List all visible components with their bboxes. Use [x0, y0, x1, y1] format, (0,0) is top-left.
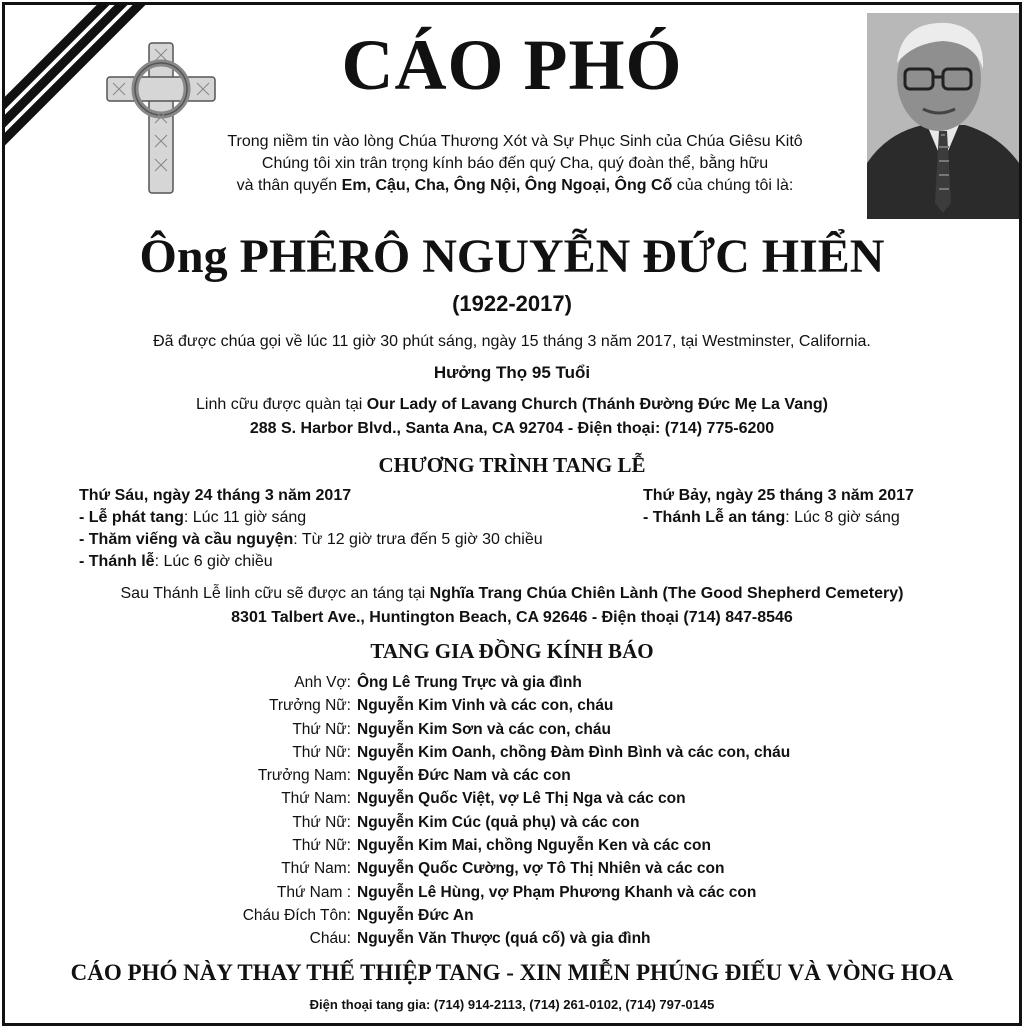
family-row: [5, 857, 1019, 880]
intro-line: Trong niềm tin vào lòng Chúa Thương Xót và Sự Phục Sinh của Chúa Giêsu Kitô: [227, 133, 803, 150]
event-time: : Lúc 6 giờ chiều: [154, 553, 273, 570]
family-row: [5, 811, 1019, 834]
family-relation: Thứ Nữ:: [292, 743, 351, 761]
burial-cemetery: Nghĩa Trang Chúa Chiên Lành (The Good Shepherd Cemetery): [429, 585, 904, 602]
day1-date-text: , ngày 24 tháng 3 năm 2017: [143, 487, 352, 504]
intro-prefix: và thân quyến: [236, 177, 338, 194]
burial-place: [5, 583, 1019, 605]
family-row: [5, 741, 1019, 764]
viewing-prefix: Linh cữu được quàn tại: [196, 396, 363, 413]
family-row: [5, 694, 1019, 717]
family-phones: Điện thoại tang gia: (714) 914-2113, (714) 261-0102, (714) 797-0145: [309, 997, 715, 1012]
page-title: CÁO PHÓ: [341, 25, 683, 105]
event-name: - Thăm viếng và cầu nguyện: [79, 531, 294, 548]
deceased-years: (1922-2017): [452, 291, 572, 316]
passing-text: Đã được chúa gọi về lúc 11 giờ 30 phút sáng, ngày 15 tháng 3 năm 2017, tại Westminster, California.: [153, 333, 871, 350]
family-members: Nguyễn Quốc Cường, vợ Tô Thị Nhiên và các con: [357, 860, 725, 878]
intro-suffix: của chúng tôi là:: [676, 177, 794, 194]
day2-weekday: Thứ Bảy: [643, 487, 707, 504]
family-row: [5, 927, 1019, 950]
day2-date: [643, 485, 914, 507]
deceased-name: Ông PHÊRÔ NGUYỄN ĐỨC HIỂN: [139, 230, 885, 283]
burial-address: 8301 Talbert Ave., Huntington Beach, CA 92646 - Điện thoại (714) 847-8546: [231, 609, 793, 626]
family-members: Nguyễn Kim Mai, chồng Nguyễn Ken và các con: [357, 837, 711, 855]
family-relation: Thứ Nữ:: [292, 720, 351, 738]
family-members: Nguyễn Kim Sơn và các con, cháu: [357, 720, 611, 738]
burial-prefix: Sau Thánh Lễ linh cữu sẽ được an táng tại: [120, 585, 426, 602]
event-time: : Từ 12 giờ trưa đến 5 giờ 30 chiều: [293, 531, 543, 548]
family-row: [5, 834, 1019, 857]
family-members: Nguyễn Đức Nam và các con: [357, 767, 571, 785]
family-row: [5, 671, 1019, 694]
obituary-notice: [2, 2, 1022, 1026]
family-row: [5, 764, 1019, 787]
family-relation: Thứ Nam :: [276, 883, 351, 901]
event-name: - Lễ phát tang: [79, 509, 184, 526]
family-row: [5, 787, 1019, 810]
family-relation: Thứ Nữ:: [292, 813, 351, 831]
family-relation: Cháu Đích Tôn:: [242, 906, 351, 924]
schedule-day1: [79, 485, 543, 573]
family-members: Nguyễn Quốc Việt, vợ Lê Thị Nga và các con: [357, 790, 686, 808]
age-text: Hưởng Thọ 95 Tuổi: [433, 363, 591, 382]
family-relation: Thứ Nữ:: [292, 837, 351, 855]
event-name: - Thánh lễ: [79, 553, 155, 570]
day1-weekday: Thứ Sáu: [79, 487, 144, 504]
day1-date: [79, 485, 543, 507]
family-relation: Anh Vợ:: [294, 674, 351, 691]
family-members: Nguyễn Văn Thược (quá cố) và gia đình: [357, 930, 651, 948]
schedule-item: [643, 507, 914, 529]
viewing-address: 288 S. Harbor Blvd., Santa Ana, CA 92704 - Điện thoại: (714) 775-6200: [249, 420, 775, 437]
schedule-day2: [643, 485, 914, 529]
viewing-church: Our Lady of Lavang Church (Thánh Đường Đức Mẹ La Vang): [366, 396, 828, 413]
family-relation: Thứ Nam:: [281, 790, 351, 808]
family-relation: Cháu:: [309, 930, 351, 948]
event-name: - Thánh Lễ an táng: [643, 509, 786, 526]
schedule-item: [79, 551, 543, 573]
intro-text: [165, 131, 865, 197]
viewing-place: [5, 394, 1019, 416]
schedule-item: [79, 529, 543, 551]
event-time: : Lúc 11 giờ sáng: [183, 509, 307, 526]
family-relation: Thứ Nam:: [281, 860, 351, 878]
event-time: : Lúc 8 giờ sáng: [785, 509, 900, 526]
intro-relations: Em, Cậu, Cha, Ông Nội, Ông Ngoại, Ông Cố: [341, 177, 673, 194]
program-heading: CHƯƠNG TRÌNH TANG LỄ: [378, 453, 646, 477]
intro-line: Chúng tôi xin trân trọng kính báo đến quý Cha, quý đoàn thể, bằng hữu: [261, 155, 769, 172]
family-relation: Trưởng Nam:: [257, 767, 351, 785]
family-row: [5, 904, 1019, 927]
family-members: Nguyễn Kim Vinh và các con, cháu: [357, 697, 614, 715]
day2-date-text: , ngày 25 tháng 3 năm 2017: [706, 487, 914, 504]
family-relation: Trưởng Nữ:: [268, 697, 351, 715]
family-members: Nguyễn Kim Oanh, chồng Đàm Đình Bình và các con, cháu: [357, 743, 791, 761]
schedule-item: [79, 507, 543, 529]
family-members: Nguyễn Lê Hùng, vợ Phạm Phương Khanh và các con: [357, 883, 757, 901]
footer-notice: CÁO PHÓ NÀY THAY THẾ THIỆP TANG - XIN MIỄN PHÚNG ĐIẾU VÀ VÒNG HOA: [70, 960, 954, 985]
family-members: Nguyễn Kim Cúc (quả phụ) và các con: [357, 813, 640, 831]
family-heading: TANG GIA ĐỒNG KÍNH BÁO: [370, 639, 654, 663]
intro-line: [165, 175, 865, 197]
family-members: Nguyễn Đức An: [357, 906, 474, 924]
family-members: Ông Lê Trung Trực và gia đình: [357, 674, 582, 691]
family-row: [5, 881, 1019, 904]
family-row: [5, 718, 1019, 741]
family-list: [5, 671, 1019, 951]
